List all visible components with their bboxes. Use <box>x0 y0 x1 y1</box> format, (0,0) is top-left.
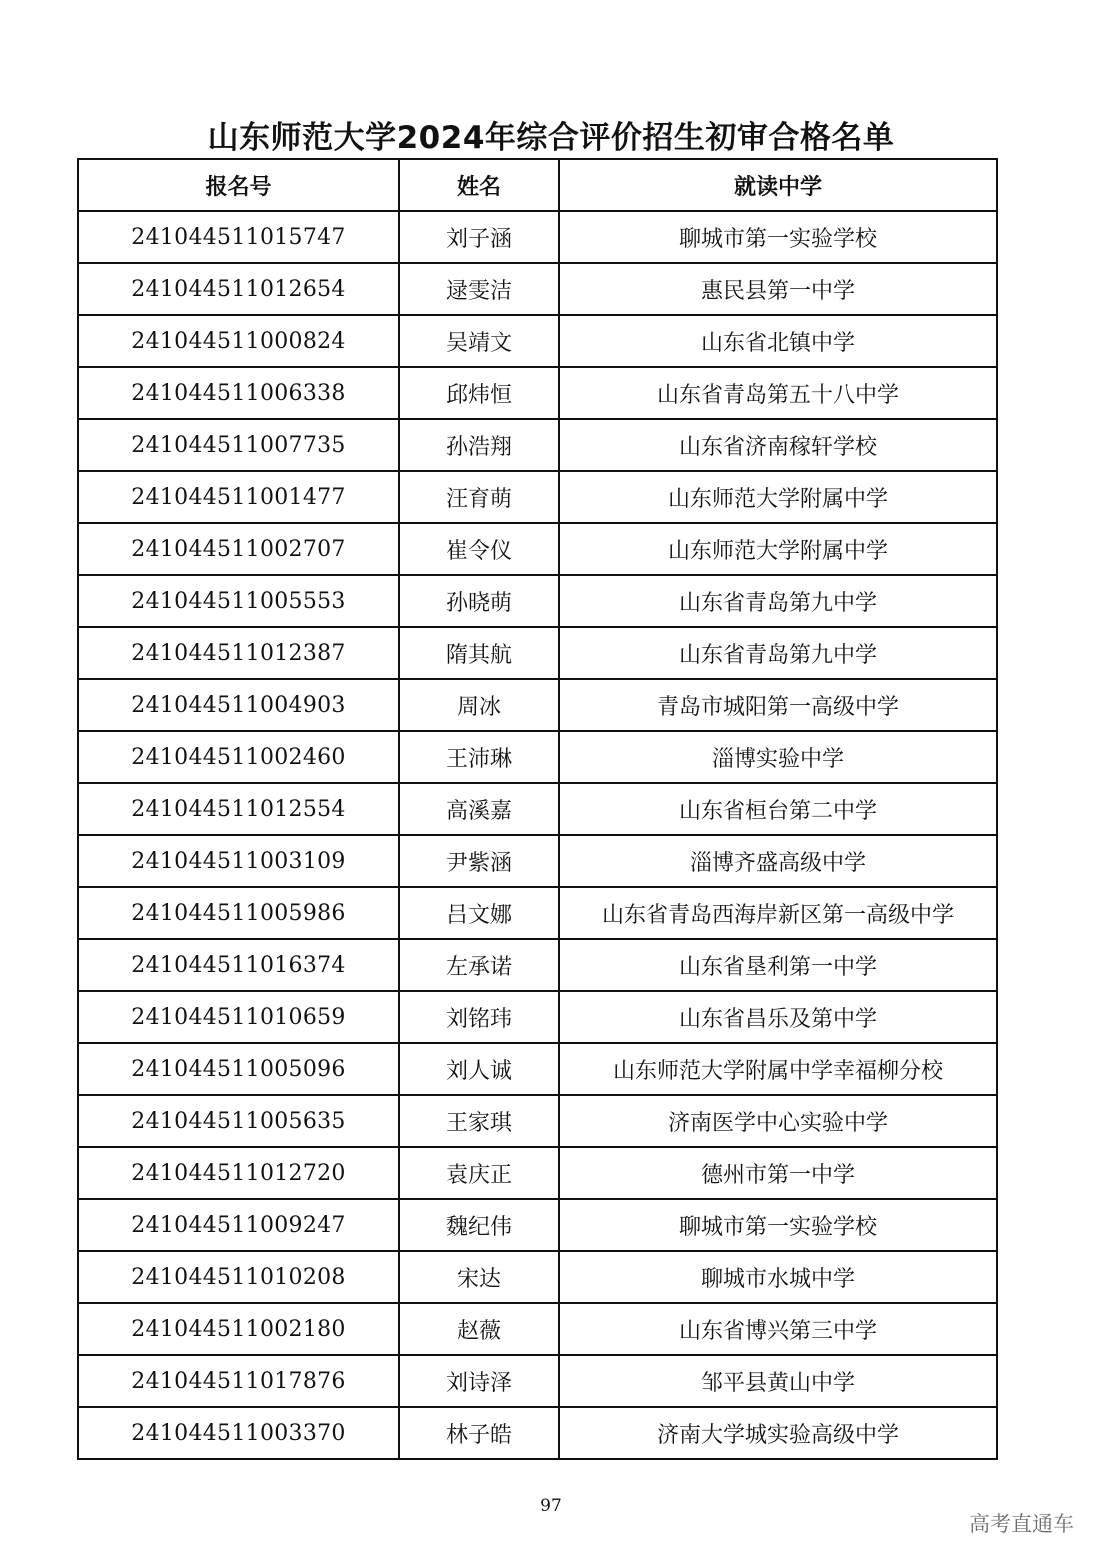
registration-number-cell: 241044511002707 <box>78 523 399 575</box>
table-row <box>78 991 997 1043</box>
table-row <box>78 419 997 471</box>
registration-number-cell: 241044511005096 <box>78 1043 399 1095</box>
admission-list-table <box>77 158 998 1460</box>
page-number: 97 <box>540 1496 562 1516</box>
registration-number-cell: 241044511007735 <box>78 419 399 471</box>
registration-number-cell: 241044511003370 <box>78 1407 399 1459</box>
school-name-cell: 山东师范大学附属中学 <box>559 471 997 523</box>
table-row <box>78 315 997 367</box>
table-row <box>78 211 997 263</box>
registration-number-cell: 241044511010208 <box>78 1251 399 1303</box>
school-name-cell: 惠民县第一中学 <box>559 263 997 315</box>
school-name-cell: 山东省青岛第九中学 <box>559 575 997 627</box>
table-row <box>78 523 997 575</box>
registration-number-cell: 241044511012654 <box>78 263 399 315</box>
school-name-cell: 山东省垦利第一中学 <box>559 939 997 991</box>
header-registration-number: 报名号 <box>78 159 399 211</box>
table-row <box>78 627 997 679</box>
school-name-cell: 聊城市第一实验学校 <box>559 211 997 263</box>
student-name-cell: 王家琪 <box>399 1095 559 1147</box>
table-body <box>78 211 997 1459</box>
student-name-cell: 刘人诚 <box>399 1043 559 1095</box>
table-row <box>78 783 997 835</box>
registration-number-cell: 241044511015747 <box>78 211 399 263</box>
table-row <box>78 939 997 991</box>
student-name-cell: 孙浩翔 <box>399 419 559 471</box>
registration-number-cell: 241044511010659 <box>78 991 399 1043</box>
school-name-cell: 德州市第一中学 <box>559 1147 997 1199</box>
student-name-cell: 隋其航 <box>399 627 559 679</box>
school-name-cell: 青岛市城阳第一高级中学 <box>559 679 997 731</box>
student-name-cell: 宋达 <box>399 1251 559 1303</box>
student-name-cell: 吕文娜 <box>399 887 559 939</box>
table-row <box>78 1251 997 1303</box>
school-name-cell: 济南医学中心实验中学 <box>559 1095 997 1147</box>
document-title: 山东师范大学2024年综合评价招生初审合格名单 <box>207 120 895 156</box>
student-name-cell: 孙晓萌 <box>399 575 559 627</box>
school-name-cell: 淄博齐盛高级中学 <box>559 835 997 887</box>
registration-number-cell: 241044511005553 <box>78 575 399 627</box>
student-name-cell: 刘诗泽 <box>399 1355 559 1407</box>
student-name-cell: 刘子涵 <box>399 211 559 263</box>
table-row <box>78 1095 997 1147</box>
student-name-cell: 刘铭玮 <box>399 991 559 1043</box>
table-row <box>78 731 997 783</box>
student-name-cell: 林子皓 <box>399 1407 559 1459</box>
registration-number-cell: 241044511005986 <box>78 887 399 939</box>
registration-number-cell: 241044511006338 <box>78 367 399 419</box>
registration-number-cell: 241044511012387 <box>78 627 399 679</box>
student-name-cell: 王沛琳 <box>399 731 559 783</box>
school-name-cell: 邹平县黄山中学 <box>559 1355 997 1407</box>
header-school: 就读中学 <box>559 159 997 211</box>
school-name-cell: 山东省桓台第二中学 <box>559 783 997 835</box>
school-name-cell: 山东师范大学附属中学 <box>559 523 997 575</box>
school-name-cell: 山东省昌乐及第中学 <box>559 991 997 1043</box>
table-row <box>78 1199 997 1251</box>
school-name-cell: 山东省青岛西海岸新区第一高级中学 <box>559 887 997 939</box>
student-name-cell: 魏纪伟 <box>399 1199 559 1251</box>
table-row <box>78 1147 997 1199</box>
school-name-cell: 淄博实验中学 <box>559 731 997 783</box>
registration-number-cell: 241044511012554 <box>78 783 399 835</box>
student-name-cell: 崔令仪 <box>399 523 559 575</box>
table-row <box>78 679 997 731</box>
table-row <box>78 1407 997 1459</box>
school-name-cell: 聊城市水城中学 <box>559 1251 997 1303</box>
registration-number-cell: 241044511016374 <box>78 939 399 991</box>
school-name-cell: 山东省济南稼轩学校 <box>559 419 997 471</box>
table-row <box>78 887 997 939</box>
student-name-cell: 尹紫涵 <box>399 835 559 887</box>
registration-number-cell: 241044511017876 <box>78 1355 399 1407</box>
student-name-cell: 左承诺 <box>399 939 559 991</box>
student-name-cell: 高溪嘉 <box>399 783 559 835</box>
table-row <box>78 575 997 627</box>
table-row <box>78 263 997 315</box>
registration-number-cell: 241044511004903 <box>78 679 399 731</box>
table-row <box>78 1355 997 1407</box>
school-name-cell: 济南大学城实验高级中学 <box>559 1407 997 1459</box>
registration-number-cell: 241044511001477 <box>78 471 399 523</box>
student-name-cell: 逯雯洁 <box>399 263 559 315</box>
table-row <box>78 471 997 523</box>
registration-number-cell: 241044511003109 <box>78 835 399 887</box>
school-name-cell: 山东省青岛第五十八中学 <box>559 367 997 419</box>
registration-number-cell: 241044511012720 <box>78 1147 399 1199</box>
school-name-cell: 山东省青岛第九中学 <box>559 627 997 679</box>
student-name-cell: 汪育萌 <box>399 471 559 523</box>
school-name-cell: 山东省博兴第三中学 <box>559 1303 997 1355</box>
school-name-cell: 聊城市第一实验学校 <box>559 1199 997 1251</box>
school-name-cell: 山东师范大学附属中学幸福柳分校 <box>559 1043 997 1095</box>
registration-number-cell: 241044511009247 <box>78 1199 399 1251</box>
table-row <box>78 367 997 419</box>
table-row <box>78 835 997 887</box>
table-row <box>78 1043 997 1095</box>
student-name-cell: 吴靖文 <box>399 315 559 367</box>
registration-number-cell: 241044511002180 <box>78 1303 399 1355</box>
registration-number-cell: 241044511000824 <box>78 315 399 367</box>
watermark-text: 高考直通车 <box>969 1512 1074 1536</box>
student-name-cell: 袁庆正 <box>399 1147 559 1199</box>
registration-number-cell: 241044511002460 <box>78 731 399 783</box>
student-name-cell: 周冰 <box>399 679 559 731</box>
table-header-row <box>78 159 997 211</box>
table-row <box>78 1303 997 1355</box>
student-name-cell: 邱炜恒 <box>399 367 559 419</box>
registration-number-cell: 241044511005635 <box>78 1095 399 1147</box>
student-name-cell: 赵薇 <box>399 1303 559 1355</box>
header-name: 姓名 <box>399 159 559 211</box>
school-name-cell: 山东省北镇中学 <box>559 315 997 367</box>
